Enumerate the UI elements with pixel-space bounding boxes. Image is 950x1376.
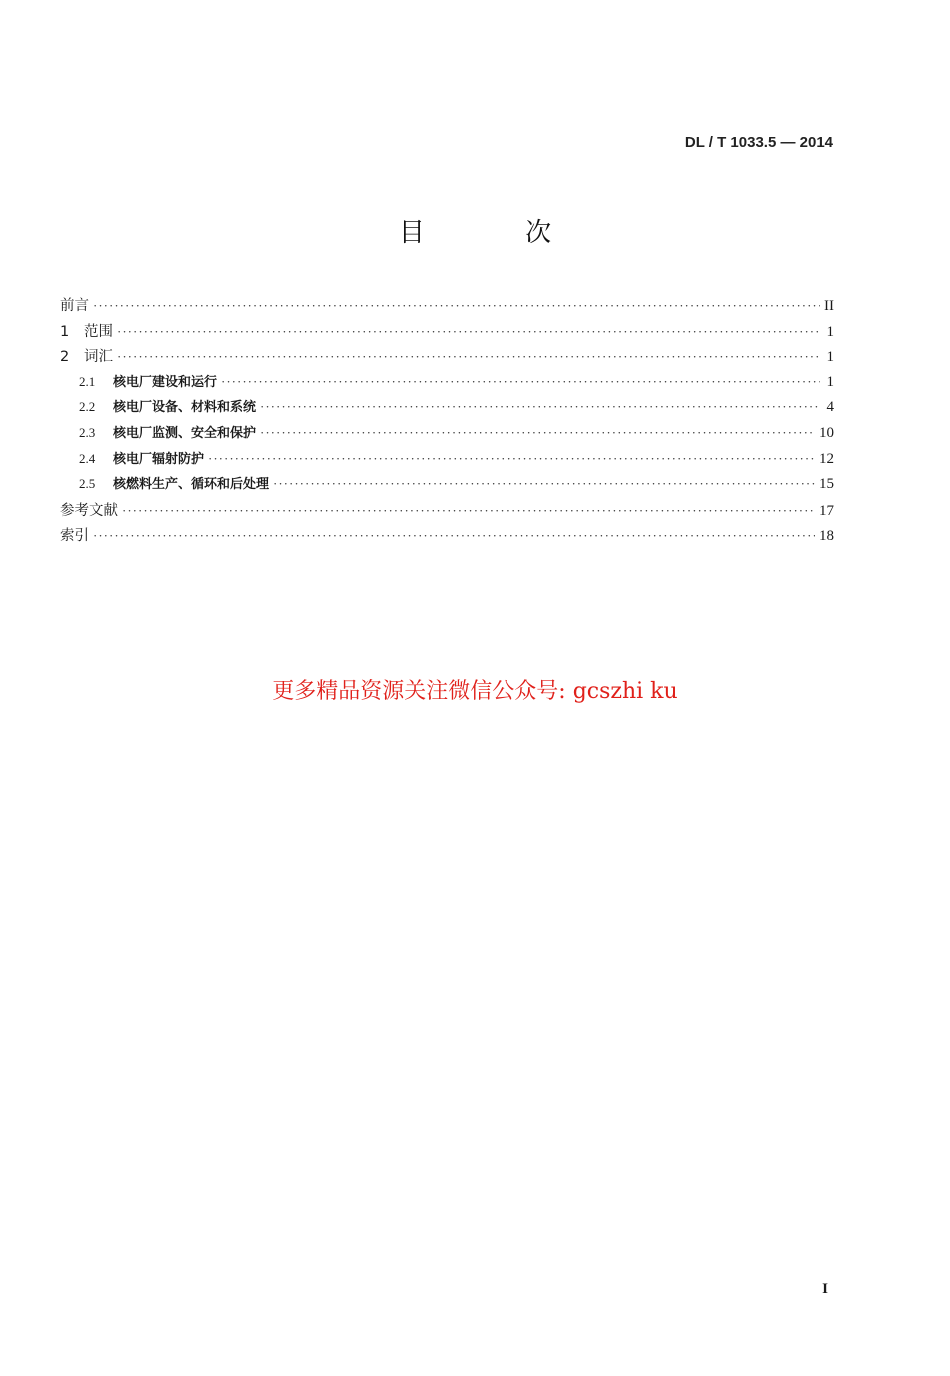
toc-entry-label: 索引 [60,528,89,545]
toc-entry-page: 4 [826,399,834,416]
toc-entry[interactable] [60,294,834,320]
toc-entry-label: 核燃料生产、循环和后处理 [113,477,270,493]
toc-entry-number: 2.3 [79,424,96,440]
toc-entry-number: 2.2 [79,399,96,415]
toc-entry[interactable] [60,499,834,525]
toc-leader-dots [208,451,815,467]
toc-leader-dots [117,324,820,340]
toc-entry-label: 参考文献 [60,502,118,519]
toc-leader-dots [93,298,820,314]
toc-entry-page: 1 [826,349,834,366]
toc-entry-label: 词汇 [84,349,113,366]
toc-entry-label: 核电厂监测、安全和保护 [113,425,257,441]
toc-entry-page: 12 [819,450,834,467]
toc-entry[interactable] [60,396,834,422]
toc-entry[interactable] [60,320,834,346]
toc-entry-page: 15 [819,476,834,493]
toc-entry-page: 1 [826,323,834,340]
toc-leader-dots [260,399,820,415]
toc-entry-label: 核电厂设备、材料和系统 [113,400,257,416]
toc-leader-dots [117,349,820,365]
standard-code: DL / T 1033.5 — 2014 [684,134,833,151]
toc-leader-dots [273,476,815,492]
toc-entry-page: 17 [819,502,834,519]
page-title: 目 次 [398,218,598,248]
toc-entry-page: II [824,298,834,314]
toc-entry-page: 1 [826,373,834,390]
toc-entry[interactable] [60,524,834,550]
toc-entry-number: 2.4 [79,450,96,466]
toc-entry[interactable] [60,371,834,397]
toc-entry-number: 2.5 [79,476,96,492]
toc-leader-dots [221,374,820,390]
toc-entry-number: 2.1 [79,373,96,389]
page-number: I [822,1281,828,1297]
toc-entry-page: 10 [819,424,834,441]
toc-entry-label: 核电厂建设和运行 [113,374,218,390]
toc-entry-label: 范围 [84,323,113,340]
toc-entry[interactable] [60,422,834,448]
toc-entry[interactable] [60,473,834,499]
toc-entry-page: 18 [819,528,834,545]
toc-entry[interactable] [60,448,834,474]
toc-entry[interactable] [60,345,834,371]
table-of-contents [60,294,834,550]
toc-leader-dots [122,503,815,519]
toc-entry-label: 核电厂辐射防护 [113,451,205,467]
toc-entry-label: 前言 [60,298,89,314]
toc-entry-number: 1 [60,323,70,340]
toc-leader-dots [93,528,815,544]
toc-leader-dots [260,425,815,441]
toc-entry-number: 2 [60,349,70,366]
promo-text: 更多精品资源关注微信公众号: gcszhi ku [272,679,678,704]
